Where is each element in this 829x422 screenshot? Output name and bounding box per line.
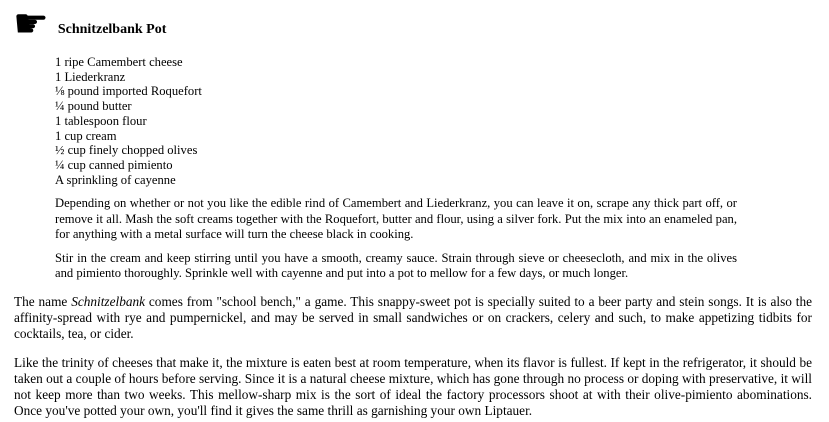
ingredient-item: ¼ pound butter xyxy=(55,99,132,114)
commentary-paragraph: Like the trinity of cheeses that make it, the mixture is eaten best at room temperature, when its flavor is fullest. If kept in the refrigerator, it should be taken out a couple of hours before serving. Since it is a natural cheese mixture, which has gone through no process or doping with preservative, it will not keep more than two weeks. This mellow-sharp mix is the sort of ideal the factory processors shoot at with their olive-pimiento abominations. Once you've potted your own, you'll find it gives the same thrill as garnishing your own Liptauer. xyxy=(14,355,812,419)
ingredient-item: 1 ripe Camembert cheese xyxy=(55,55,183,69)
commentary-text: The name xyxy=(14,294,72,310)
recipe-block xyxy=(55,55,737,281)
recipe-header xyxy=(0,0,829,47)
instruction-paragraph: Stir in the cream and keep stirring until you have a smooth, creamy sauce. Strain through sieve or cheesecloth, and mix in the olives and pimiento thoroughly. Sprinkle well with cayenne and put into a pot to mellow for a few days, or much longer. xyxy=(55,250,737,281)
ingredient-item: ¼ cup canned pimiento xyxy=(55,157,173,172)
ingredient-item: A sprinkling of cayenne xyxy=(55,172,176,187)
ingredient-list xyxy=(55,55,737,187)
ingredient-item: 1 tablespoon flour xyxy=(55,113,147,128)
commentary-text: comes from "school bench," a game. This snappy-sweet pot is specially suited to a beer party and stein songs. It is also the affinity-spread with rye and pumpernickel, and may be served in small sandwiches or on crackers, celery and such, to make appetizing tidbits for cocktails, tea, or cider. xyxy=(14,294,812,342)
recipe-name-italic: Schnitzelbank xyxy=(71,294,146,310)
ingredient-item: ⅛ pound imported Roquefort xyxy=(55,84,202,99)
ingredient-item: ½ cup finely chopped olives xyxy=(55,143,198,158)
commentary-block xyxy=(14,294,812,419)
ingredient-item: 1 cup cream xyxy=(55,128,117,143)
instruction-paragraph: Depending on whether or not you like the edible rind of Camembert and Liederkranz, you can leave it on, scrape any thick part off, or remove it all. Mash the soft creams together with the Roquefort, butter and flour, using a silver fork. Put the mix into an enameled pan, for anything with a metal surface will turn the cheese black in cooking. xyxy=(55,196,737,241)
manicule-right-icon: ☛ xyxy=(13,1,49,47)
page-title: Schnitzelbank Pot xyxy=(57,22,167,37)
commentary-paragraph xyxy=(14,294,812,342)
ingredient-item: 1 Liederkranz xyxy=(55,69,126,84)
